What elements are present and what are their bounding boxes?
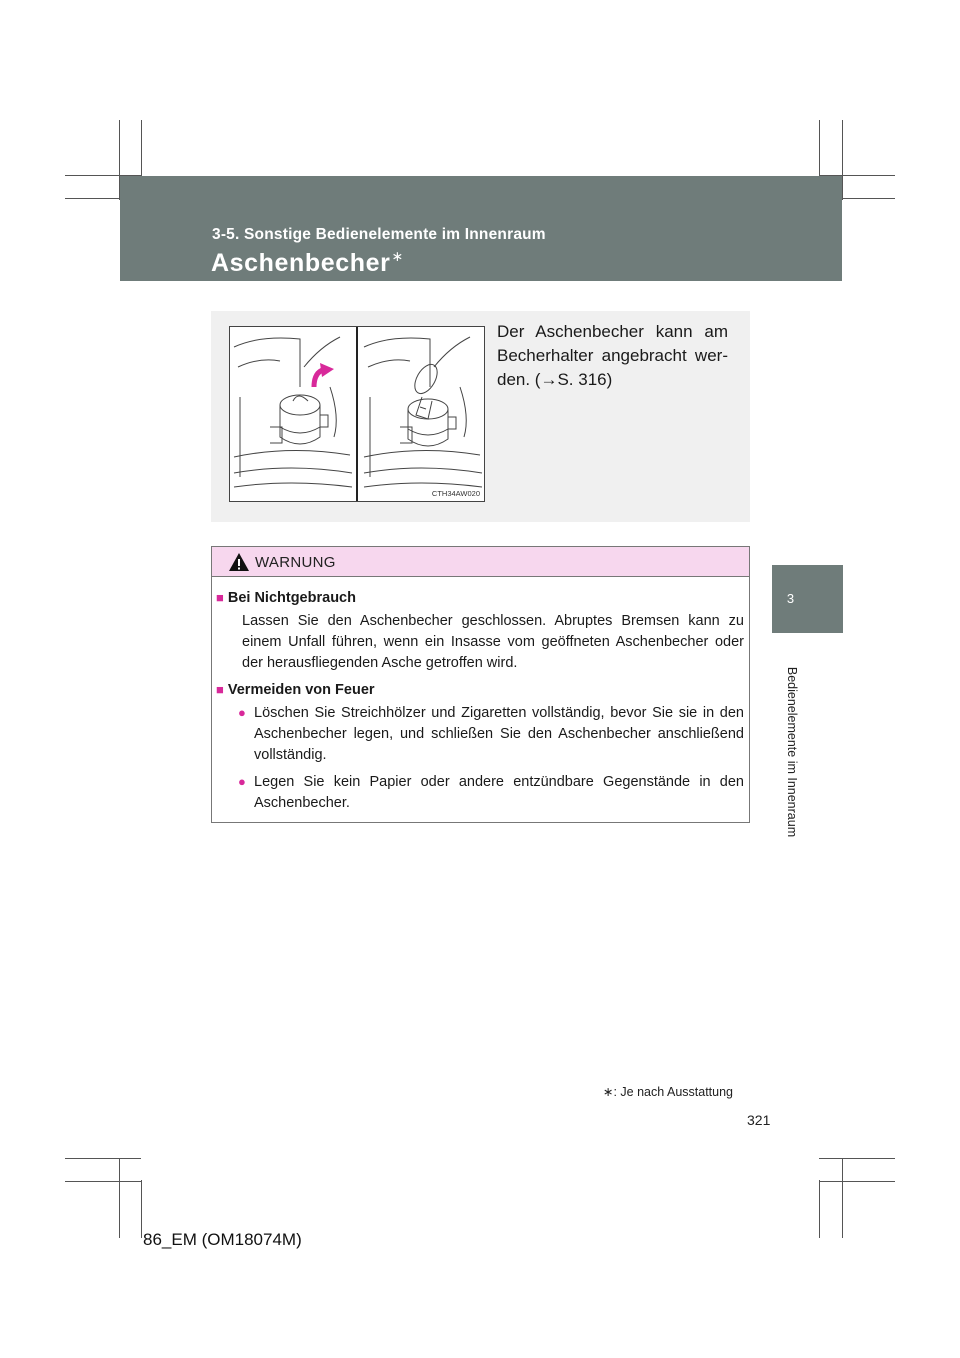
footnote: ∗: Je nach Ausstattung bbox=[603, 1085, 733, 1099]
crop-mark bbox=[65, 1181, 141, 1182]
footnote-marker: ∗ bbox=[391, 248, 404, 264]
page-title bbox=[211, 248, 404, 278]
warning-paragraph: Lassen Sie den Aschenbecher geschlossen. Abruptes Bremsen kann zu einem Unfall führen, wenn ein Insasse vom geöffneten Aschenbecher oder der herausfliegenden Asche getroffen wird. bbox=[242, 613, 744, 671]
crop-mark bbox=[819, 1180, 820, 1238]
warning-bullet-text: Legen Sie kein Papier oder andere entzündbare Gegenstände in den Aschenbecher. bbox=[254, 774, 744, 811]
crop-mark bbox=[842, 120, 843, 200]
warning-heading-text: Bei Nichtgebrauch bbox=[227, 590, 356, 606]
section-label: 3-5. Sonstige Bedienelemente im Innenraum bbox=[212, 226, 546, 243]
chapter-label bbox=[782, 652, 802, 852]
ashtray-drawing-icon bbox=[230, 327, 484, 501]
warning-heading bbox=[216, 587, 356, 609]
warning-heading bbox=[216, 679, 375, 701]
warning-header bbox=[212, 547, 749, 577]
crop-mark bbox=[819, 1181, 895, 1182]
crop-mark bbox=[65, 1158, 141, 1159]
chapter-number: 3 bbox=[786, 591, 795, 606]
intro-text: Der Aschenbecher kann am Becherhalter angebracht wer-den. (→S. 316) bbox=[497, 322, 728, 389]
ashtray-illustration bbox=[229, 326, 485, 502]
warning-box bbox=[211, 546, 750, 823]
page-number: 321 bbox=[747, 1112, 771, 1128]
document-code: 86_EM (OM18074M) bbox=[143, 1230, 302, 1249]
crop-mark bbox=[819, 1158, 895, 1159]
circle-bullet-icon: ● bbox=[238, 705, 246, 720]
warning-title: WARNUNG bbox=[255, 554, 336, 571]
page-title-text: Aschenbecher bbox=[211, 249, 391, 277]
crop-mark bbox=[141, 1180, 142, 1238]
warning-bullet-text: Löschen Sie Streichhölzer und Zigaretten vollständig, bevor Sie sie in den Aschenbecher legen, und schließen Sie den Aschenbecher anschließend vollständig. bbox=[254, 705, 744, 763]
circle-bullet-icon: ● bbox=[238, 774, 246, 789]
chapter-tab bbox=[772, 565, 843, 633]
square-bullet-icon: ■ bbox=[216, 590, 224, 605]
image-code: CTH34AW020 bbox=[431, 489, 480, 498]
chapter-label-text: Bedienelemente im Innenraum bbox=[785, 666, 799, 838]
crop-mark bbox=[119, 1158, 120, 1238]
square-bullet-icon: ■ bbox=[216, 682, 224, 697]
warning-triangle-icon bbox=[228, 552, 250, 572]
warning-heading-text: Vermeiden von Feuer bbox=[227, 682, 375, 698]
crop-mark bbox=[842, 1158, 843, 1238]
